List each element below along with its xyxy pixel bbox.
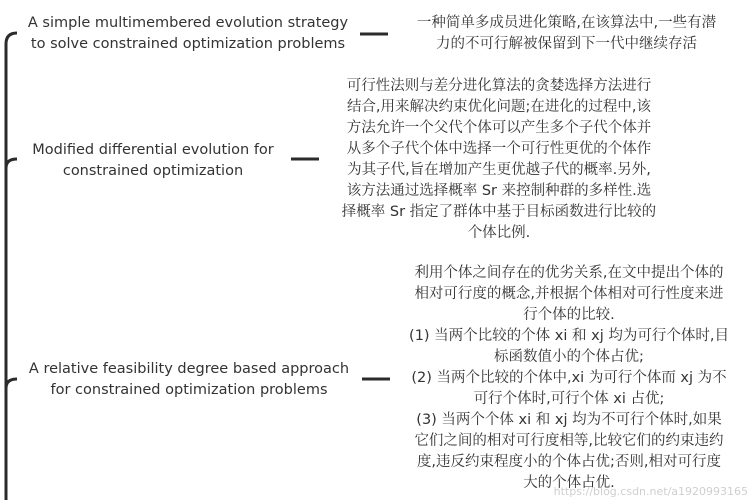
branch-2-title <box>18 140 288 182</box>
trunk-line <box>6 33 17 500</box>
branch-1-title-line-1: A simple multimembered evolution strategy <box>27 15 349 31</box>
branch-2-title-line-2: constrained optimization <box>62 163 244 179</box>
description-line: 方法允许一个父代个体可以产生多个子代个体并 <box>346 120 652 136</box>
description-line: 它们之间的相对可行度相等,比较它们的约束违约 <box>414 433 724 449</box>
branch-3-description <box>390 263 748 494</box>
watermark: https://blog.csdn.net/a1920993165 <box>553 485 748 498</box>
branch-1-description <box>389 13 744 55</box>
description-line: (3) 当两个个体 xi 和 xj 均为不可行个体时,如果 <box>416 412 722 428</box>
branch-2-description <box>320 76 678 244</box>
description-line: 力的不可行解被保留到下一代中继续存活 <box>436 36 697 52</box>
branch-3-title-line-1: A relative feasibility degree based approach <box>28 361 350 377</box>
description-line: 该方法通过选择概率 Sr 来控制种群的多样性.选 <box>346 183 652 199</box>
description-line: 标函数值小的个体占优; <box>494 349 644 365</box>
description-line: 可行性法则与差分进化算法的贪婪选择方法进行 <box>346 78 652 94</box>
branch-1-title <box>18 13 358 55</box>
description-line: 度,违反约束程度小的个体占优;否则,相对可行度 <box>416 454 722 470</box>
branch-stub-2 <box>6 159 17 168</box>
description-line: (1) 当两个比较的个体 xi 和 xj 均为可行个体时,目 <box>409 328 729 344</box>
description-line: 可行个体时,可行个体 xi 占优; <box>473 391 665 407</box>
description-line: 择概率 Sr 指定了群体中基于目标函数进行比较的 <box>341 204 657 220</box>
description-line: 行个体的比较. <box>523 307 615 323</box>
branch-stub-3 <box>6 379 17 388</box>
branch-1-title-line-2: to solve constrained optimization problems <box>30 36 346 52</box>
branch-2-title-line-1: Modified differential evolution for <box>32 142 274 158</box>
description-line: 相对可行度的概念,并根据个体相对可行性度来进 <box>414 286 724 302</box>
description-line: (2) 当两个比较的个体中,xi 为可行个体而 xj 为不 <box>411 370 727 386</box>
description-line: 利用个体之间存在的优劣关系,在文中提出个体的 <box>414 265 724 281</box>
description-line: 一种简单多成员进化策略,在该算法中,一些有潜 <box>416 15 717 31</box>
description-line: 大的个体占优. <box>523 475 615 491</box>
description-line: 为其子代,旨在增加产生更优越子代的概率.另外, <box>347 162 651 178</box>
description-line: 结合,用来解决约束优化问题;在进化的过程中,该 <box>346 99 652 115</box>
branch-3-title <box>18 359 360 401</box>
description-line: 个体比例. <box>467 225 531 241</box>
branch-3-title-line-2: for constrained optimization problems <box>50 382 328 398</box>
description-line: 从多个子代个体中选择一个可行性更优的个体作 <box>346 141 652 157</box>
